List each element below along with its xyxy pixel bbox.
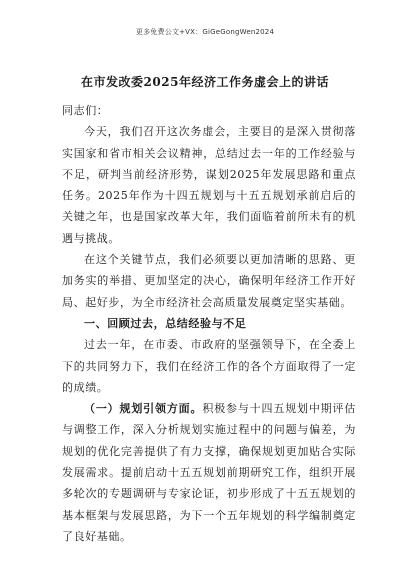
- paragraph: 今天，我们召开这次务虚会，主要目的是深入贯彻落实国家和省市相关会议精神，总结过去一年的工作经验与不足，研判当前经济形势，谋划2025年发展思路和重点任务。2025年作为十四五规划与十五五规划承前启后的关键之年，也是国家改革大年，我们面临着前所未有的机遇与挑战。: [62, 125, 356, 245]
- subsection-label: （一）规划引领方面。: [84, 402, 203, 416]
- paragraph: 在这个关键节点，我们必须要以更加清晰的思路、更加务实的举措、更加坚定的决心，确保明年经济工作开好局、起好步，为全市经济社会高质量发展奠定坚实基础。: [62, 253, 356, 309]
- header-note: 更多免费公文+VX：GiGeGongWen2024: [135, 28, 275, 36]
- paragraph: 过去一年，在市委、市政府的坚强领导下，在全委上下的共同努力下，我们在经济工作的各个方面取得了一定的成绩。: [62, 338, 356, 394]
- subsection-paragraph: [62, 398, 356, 547]
- subsection-text: 积极参与十四五规划中期评估与调整工作，深入分析规划实施过程中的问题与偏差，为规划的优化完善提供了有力支撑，确保规划更加贴合实际发展需求。提前启动十五五规划前期研究工作，组织开展多轮次的专题调研与专家论证，初步形成了十五五规划的基本框架与发展思路，为下一个五年规划的科学编制奠定了良好基础。: [62, 402, 356, 543]
- section-heading: 一、回顾过去，总结经验与不足: [84, 316, 247, 330]
- document-body: [62, 100, 356, 547]
- salutation: 同志们：: [62, 104, 109, 117]
- document-title: 在市发改委2025年经济工作务虚会上的讲话: [81, 75, 329, 89]
